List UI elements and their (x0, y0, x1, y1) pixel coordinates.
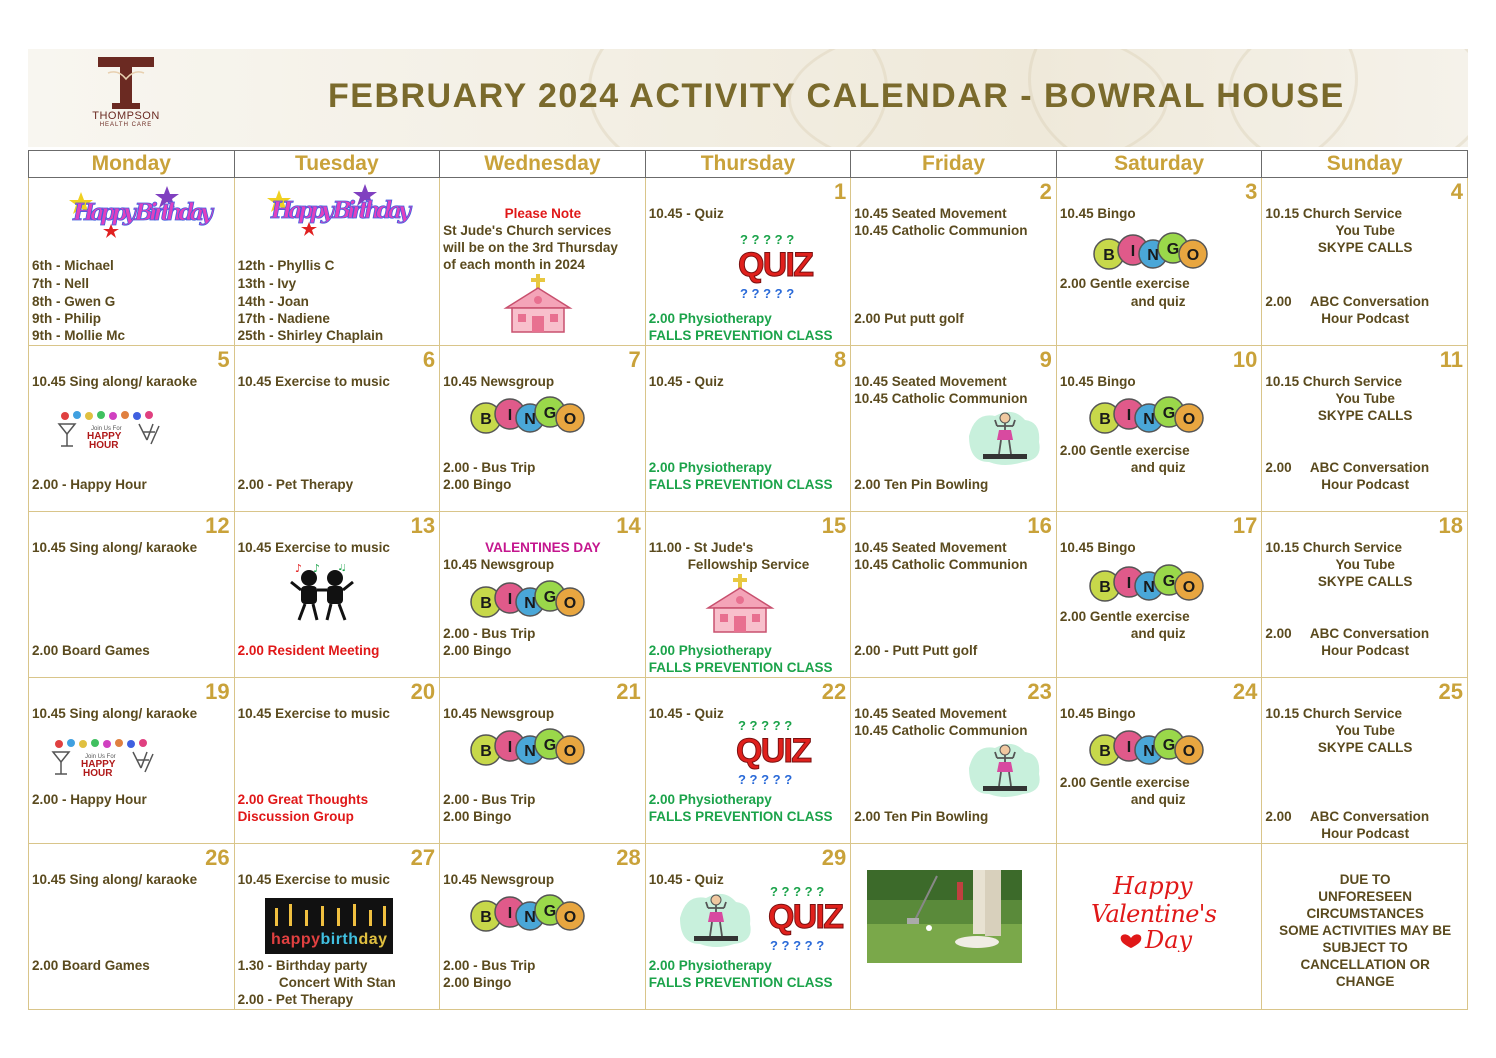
day-cell (851, 512, 1057, 678)
birthday-entry: 9th - Mollie Mc (32, 328, 126, 343)
activity: 10.45 Seated Movement (854, 374, 1007, 389)
bingo-icon (1089, 230, 1209, 272)
activity: 2.00 - Putt Putt golf (854, 643, 978, 658)
disclaimer-line: SOME ACTIVITIES MAY BE (1279, 923, 1452, 938)
day-header-monday: Monday (29, 151, 235, 178)
valentines-day-icon (1089, 872, 1221, 952)
disclaimer-line: CHANGE (1335, 974, 1395, 989)
page-title: FEBRUARY 2024 ACTIVITY CALENDAR - BOWRAL HOUSE (328, 77, 1345, 115)
activity: 10.45 Sing along/ karaoke (32, 540, 198, 555)
activity: SKYPE CALLS (1317, 408, 1413, 423)
date-number: 27 (410, 845, 436, 870)
quiz-icon (764, 880, 848, 954)
day-header-saturday: Saturday (1056, 151, 1262, 178)
happy-hour-icon (55, 410, 167, 450)
activity: 10.45 - Quiz (648, 206, 724, 221)
activity: 2.00 Physiotherapy (648, 958, 772, 973)
exercise-dancer-icon (676, 888, 756, 948)
activity: 10.45 Exercise to music (237, 872, 390, 887)
church-icon (700, 574, 780, 634)
day-cell (1056, 844, 1262, 1010)
activity: 10.45 Catholic Communion (854, 223, 1028, 238)
svg-text:happybirthday: happybirthday (270, 931, 387, 948)
activity: Fellowship Service (687, 557, 810, 572)
activity-calendar (28, 150, 1468, 1010)
calendar-header (28, 49, 1468, 147)
date-number: 6 (422, 347, 436, 372)
exercise-dancer-icon (965, 738, 1045, 798)
happy-hour-icon (49, 738, 161, 778)
activity: and quiz (1130, 460, 1186, 475)
date-number: 22 (821, 679, 847, 704)
activity: 2.00 Gentle exercise (1059, 276, 1190, 291)
date-number: 26 (205, 845, 230, 870)
activity: 10.15 Church Service (1265, 706, 1402, 721)
day-header-friday: Friday (851, 151, 1057, 178)
weekday-header-row (29, 151, 1468, 178)
day-header-sunday: Sunday (1262, 151, 1468, 178)
activity: 2.00 - Bus Trip (443, 626, 536, 641)
date-number: 17 (1232, 513, 1258, 538)
activity: 10.45 Sing along/ karaoke (32, 374, 198, 389)
date-number: 25 (1438, 679, 1463, 704)
exercise-dancer-icon (965, 406, 1045, 466)
activity: 2.00 - Bus Trip (443, 958, 536, 973)
activity: 10.15 Church Service (1265, 206, 1402, 221)
day-cell (851, 844, 1057, 1010)
day-cell (234, 844, 440, 1010)
activity: 2.00 ABC Conversation (1265, 626, 1430, 641)
activity: 2.00 Ten Pin Bowling (854, 809, 989, 824)
activity: 10.45 Seated Movement (854, 540, 1007, 555)
birthday-entry: 8th - Gwen G (32, 294, 116, 309)
activity: Hour Podcast (1321, 477, 1410, 492)
day-cell (645, 178, 851, 346)
day-cell (645, 844, 851, 1010)
activity: 2.00 Gentle exercise (1059, 775, 1190, 790)
quiz-icon (734, 228, 818, 302)
day-cell (851, 178, 1057, 346)
day-cell (1262, 844, 1468, 1010)
activity: 10.15 Church Service (1265, 374, 1402, 389)
thompson-logo (76, 57, 176, 143)
activity: 2.00 Gentle exercise (1059, 609, 1190, 624)
quiz-icon (732, 714, 816, 788)
disclaimer-line: SUBJECT TO (1322, 940, 1408, 955)
day-cell (645, 678, 851, 844)
day-cell (234, 678, 440, 844)
activity: FALLS PREVENTION CLASS (648, 809, 833, 824)
date-number: 14 (616, 513, 641, 538)
dancing-couple-icon (287, 564, 357, 626)
activity: 2.00 Physiotherapy (648, 311, 772, 326)
birthday-banner-icon (67, 186, 217, 244)
day-header-wednesday: Wednesday (440, 151, 646, 178)
activity: 10.45 Catholic Communion (854, 391, 1028, 406)
week-row (29, 178, 1468, 346)
activity: FALLS PREVENTION CLASS (648, 975, 833, 990)
birthday-entry: 7th - Nell (32, 276, 90, 291)
golf-photo (867, 870, 1022, 963)
svg-text:Valentine's: Valentine's (1090, 900, 1217, 928)
activity: 10.45 - Quiz (648, 706, 724, 721)
activity: 10.45 Sing along/ karaoke (32, 872, 198, 887)
activity: 10.45 Sing along/ karaoke (32, 706, 198, 721)
date-number: 21 (616, 679, 641, 704)
day-cell (1262, 178, 1468, 346)
day-cell (234, 346, 440, 512)
activity: FALLS PREVENTION CLASS (648, 477, 833, 492)
activity: 10.45 Exercise to music (237, 374, 390, 389)
note-line: of each month in 2024 (443, 257, 585, 272)
activity: VALENTINES DAY (485, 540, 601, 555)
date-number: 7 (628, 347, 641, 372)
day-cell (1056, 678, 1262, 844)
day-cell (29, 346, 235, 512)
note-line: will be on the 3rd Thursday (443, 240, 618, 255)
birthday-entry: 25th - Shirley Chaplain (237, 328, 384, 343)
activity: Hour Podcast (1321, 311, 1410, 326)
activity: 2.00 - Pet Therapy (237, 992, 354, 1007)
activity: You Tube (1335, 391, 1395, 406)
activity: Discussion Group (237, 809, 354, 824)
activity: 2.00 - Happy Hour (32, 477, 147, 492)
day-cell (645, 346, 851, 512)
activity: 2.00 Ten Pin Bowling (854, 477, 989, 492)
activity: FALLS PREVENTION CLASS (648, 328, 833, 343)
church-icon (498, 274, 578, 334)
activity: 10.45 Catholic Communion (854, 557, 1028, 572)
week-row (29, 844, 1468, 1010)
bingo-icon (1085, 394, 1205, 436)
date-number: 12 (205, 513, 230, 538)
date-number: 11 (1439, 347, 1463, 372)
logo-name: THOMPSON (92, 110, 160, 122)
date-number: 1 (834, 179, 847, 204)
day-cell (440, 844, 646, 1010)
birthday-entry: 12th - Phyllis C (237, 258, 335, 273)
activity: 2.00 ABC Conversation (1265, 294, 1430, 309)
activity: 1.30 - Birthday party (237, 958, 368, 973)
activity: 2.00 - Bus Trip (443, 460, 536, 475)
activity: Hour Podcast (1321, 826, 1410, 841)
activity: 2.00 ABC Conversation (1265, 809, 1430, 824)
activity: 10.45 Bingo (1059, 540, 1136, 555)
disclaimer-line: CANCELLATION OR (1300, 957, 1430, 972)
activity: 10.45 Exercise to music (237, 540, 390, 555)
activity: 10.45 Newsgroup (443, 374, 555, 389)
day-cell (1262, 346, 1468, 512)
day-cell (234, 512, 440, 678)
activity: 2.00 Gentle exercise (1059, 443, 1190, 458)
date-number: 9 (1039, 347, 1052, 372)
activity: 2.00 Board Games (32, 958, 150, 973)
week-row (29, 678, 1468, 844)
date-number: 19 (205, 679, 230, 704)
date-number: 29 (821, 845, 847, 870)
bingo-icon (466, 726, 586, 768)
activity: 10.45 Newsgroup (443, 557, 555, 572)
activity: FALLS PREVENTION CLASS (648, 660, 833, 675)
disclaimer-line: DUE TO (1339, 872, 1391, 887)
bingo-icon (1085, 726, 1205, 768)
activity: 2.00 - Pet Therapy (237, 477, 354, 492)
activity: 10.45 Bingo (1059, 206, 1136, 221)
date-number: 13 (410, 513, 436, 538)
note-heading: Please Note (504, 206, 582, 221)
day-header-thursday: Thursday (645, 151, 851, 178)
activity: You Tube (1335, 723, 1395, 738)
activity: 2.00 Physiotherapy (648, 460, 772, 475)
week-row (29, 512, 1468, 678)
day-header-tuesday: Tuesday (234, 151, 440, 178)
day-cell (851, 346, 1057, 512)
birthday-cake-icon (265, 898, 393, 954)
date-number: 28 (616, 845, 641, 870)
activity: 2.00 ABC Conversation (1265, 460, 1430, 475)
date-number: 5 (217, 347, 230, 372)
activity: and quiz (1130, 626, 1186, 641)
activity: 2.00 Put putt golf (854, 311, 964, 326)
date-number: 16 (1027, 513, 1052, 538)
activity: SKYPE CALLS (1317, 240, 1413, 255)
bingo-icon (466, 578, 586, 620)
day-cell (1056, 346, 1262, 512)
birthday-entry: 17th - Nadiene (237, 311, 330, 326)
activity: 11.00 - St Jude's (648, 540, 754, 555)
disclaimer-line: CIRCUMSTANCES (1306, 906, 1424, 921)
date-number: 2 (1039, 179, 1052, 204)
activity: 10.45 - Quiz (648, 374, 724, 389)
svg-text:Day: Day (1144, 926, 1192, 952)
activity: 10.45 Newsgroup (443, 872, 555, 887)
birthday-entry: 9th - Philip (32, 311, 101, 326)
activity: 2.00 Great Thoughts (237, 792, 369, 807)
day-cell (234, 178, 440, 346)
svg-text:Happy: Happy (1112, 872, 1193, 900)
activity: 10.45 Seated Movement (854, 706, 1007, 721)
activity: 2.00 Bingo (443, 643, 512, 658)
activity: 10.45 Newsgroup (443, 706, 555, 721)
day-cell (440, 512, 646, 678)
logo-t-icon (98, 57, 154, 109)
activity: Hour Podcast (1321, 643, 1410, 658)
date-number: 15 (821, 513, 847, 538)
activity: 2.00 Resident Meeting (237, 643, 380, 658)
date-number: 23 (1027, 679, 1052, 704)
activity: 10.45 Bingo (1059, 374, 1136, 389)
activity: SKYPE CALLS (1317, 740, 1413, 755)
activity: 2.00 Physiotherapy (648, 643, 772, 658)
note-line: St Jude's Church services (443, 223, 612, 238)
week-row (29, 346, 1468, 512)
day-cell (440, 178, 646, 346)
date-number: 24 (1232, 679, 1258, 704)
day-cell (851, 678, 1057, 844)
day-cell (29, 678, 235, 844)
date-number: 10 (1232, 347, 1258, 372)
day-cell (440, 346, 646, 512)
activity: 2.00 Physiotherapy (648, 792, 772, 807)
date-number: 4 (1450, 179, 1463, 204)
activity: Concert With Stan (278, 975, 396, 990)
day-cell (1056, 178, 1262, 346)
day-cell (29, 512, 235, 678)
day-cell (29, 178, 235, 346)
activity: 2.00 - Bus Trip (443, 792, 536, 807)
activity: 2.00 Bingo (443, 477, 512, 492)
birthday-entry: 6th - Michael (32, 258, 114, 273)
date-number: 8 (834, 347, 847, 372)
activity: You Tube (1335, 557, 1395, 572)
bingo-icon (1085, 562, 1205, 604)
activity: You Tube (1335, 223, 1395, 238)
date-number: 3 (1245, 179, 1258, 204)
activity: 10.45 Bingo (1059, 706, 1136, 721)
day-cell (29, 844, 235, 1010)
activity: 10.45 - Quiz (648, 872, 724, 887)
activity: 2.00 Bingo (443, 809, 512, 824)
activity: 10.45 Seated Movement (854, 206, 1007, 221)
activity: 2.00 Bingo (443, 975, 512, 990)
activity: SKYPE CALLS (1317, 574, 1413, 589)
activity: 10.45 Catholic Communion (854, 723, 1028, 738)
activity: 2.00 Board Games (32, 643, 150, 658)
activity: and quiz (1130, 792, 1186, 807)
activity: 2.00 - Happy Hour (32, 792, 147, 807)
date-number: 18 (1438, 513, 1463, 538)
day-cell (645, 512, 851, 678)
day-cell (440, 678, 646, 844)
disclaimer-line: UNFORESEEN (1318, 889, 1413, 904)
day-cell (1262, 512, 1468, 678)
birthday-entry: 13th - Ivy (237, 276, 297, 291)
activity: and quiz (1130, 294, 1186, 309)
date-number: 20 (410, 679, 436, 704)
bingo-icon (466, 892, 586, 934)
day-cell (1262, 678, 1468, 844)
logo-subtitle: HEALTH CARE (99, 122, 153, 128)
activity: 10.15 Church Service (1265, 540, 1402, 555)
birthday-banner-icon (265, 184, 415, 242)
day-cell (1056, 512, 1262, 678)
activity: 10.45 Exercise to music (237, 706, 390, 721)
birthday-entry: 14th - Joan (237, 294, 309, 309)
bingo-icon (466, 394, 586, 436)
